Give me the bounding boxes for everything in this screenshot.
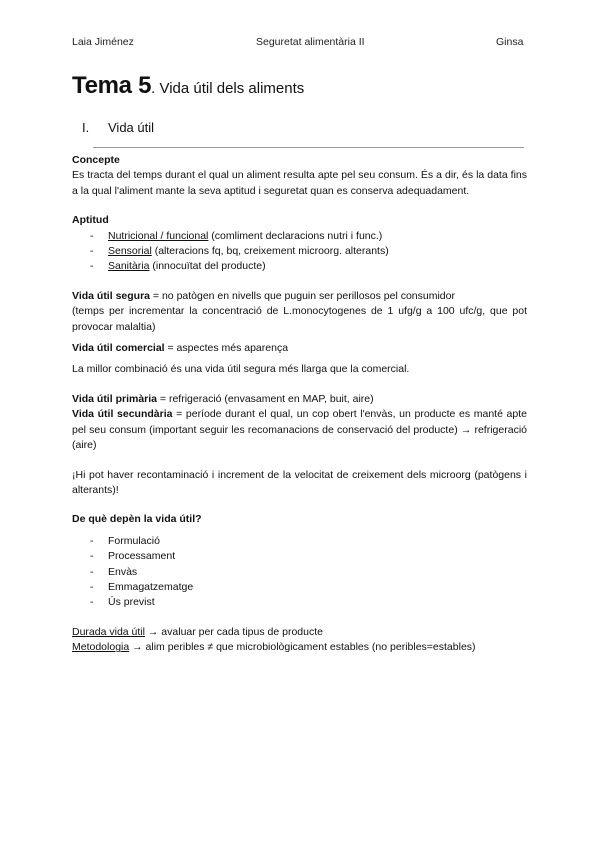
avis-text: ¡Hi pot haver recontaminació i increment de la velocitat de creixement dels microorg (patògens i alterants)! <box>72 468 527 496</box>
concepte-text: Es tracta del temps durant el qual un aliment resulta apte pel seu consum. És a dir, és la data fins a la qual l'aliment mante la seva aptitud i seguretat quan es conserva adequadament. <box>72 169 527 197</box>
metodologia-text: → alim peribles ≠ que microbiològicament estables (no peribles=estables) <box>129 641 476 654</box>
vida-primaria <box>72 392 527 407</box>
list-item: - Envàs <box>90 565 527 580</box>
title-rest: . Vida útil dels aliments <box>151 80 305 97</box>
vida-primaria-text: = refrigeració (envasament en MAP, buit, aire) <box>157 392 374 405</box>
aptitud-detail: (alteracions fq, bq, creixement microorg. alterants) <box>151 245 389 258</box>
metodologia-term: Metodologia <box>72 641 130 654</box>
depen-heading: De què depèn la vida útil? <box>72 513 202 526</box>
list-item <box>90 229 527 244</box>
combinacio-text: La millor combinació és una vida útil segura més llarga que la comercial. <box>72 363 410 376</box>
content-body <box>72 153 527 656</box>
metodologia <box>72 640 527 655</box>
vida-comercial-text: = aspectes més aparença <box>164 342 289 355</box>
aptitud-detail: (comliment declaracions nutri i func.) <box>208 229 383 242</box>
vida-comercial <box>72 341 527 356</box>
list-item <box>90 244 527 259</box>
header-group: Ginsa <box>496 36 524 48</box>
list-item <box>90 259 527 274</box>
vida-secundaria <box>72 407 527 453</box>
vida-comercial-term: Vida útil comercial <box>72 342 165 355</box>
section-numeral: I. <box>82 120 90 135</box>
aptitud-term: Sanitària <box>108 260 150 273</box>
page-title <box>72 72 304 100</box>
durada-text: → avaluar per cada tipus de producte <box>144 625 323 638</box>
vida-segura-note: (temps per incrementar la concentració de L.monocytogenes de 1 ufg/g a 100 ufc/g, que pot provocar malaltia) <box>72 305 527 333</box>
depen-list <box>72 534 527 611</box>
header-subject: Seguretat alimentària II <box>256 36 365 48</box>
aptitud-term: Sensorial <box>108 245 152 258</box>
list-item: - Emmagatzematge <box>90 580 527 595</box>
vida-secundaria-text: = període durant el qual, un cop obert l'envàs, un producte es manté apte pel seu consum (important seguir les recomanacions de conservació del producte) → refrigeració (aire) <box>72 408 527 452</box>
section-label: Vida útil <box>108 120 155 135</box>
vida-segura-term: Vida útil segura <box>72 289 150 302</box>
section-divider <box>93 147 524 148</box>
aptitud-heading: Aptitud <box>72 214 109 227</box>
durada-term: Durada vida útil <box>72 625 145 638</box>
aptitud-list <box>72 229 527 275</box>
list-item: - Ús previst <box>90 595 527 610</box>
vida-secundaria-term: Vida útil secundària <box>72 408 173 421</box>
durada <box>72 625 527 640</box>
aptitud-detail: (innocuïtat del producte) <box>149 260 266 273</box>
list-item: - Processament <box>90 549 527 564</box>
section-heading <box>82 120 154 135</box>
title-label: Tema 5 <box>72 72 152 99</box>
vida-segura <box>72 289 527 304</box>
vida-segura-text: = no patògen en nivells que puguin ser perillosos pel consumidor <box>150 289 455 302</box>
list-item: - Formulació <box>90 534 527 549</box>
concepte-heading: Concepte <box>72 154 120 166</box>
vida-primaria-term: Vida útil primària <box>72 392 157 405</box>
header-author: Laia Jiménez <box>72 36 134 48</box>
aptitud-term: Nutricional / funcional <box>108 229 209 242</box>
